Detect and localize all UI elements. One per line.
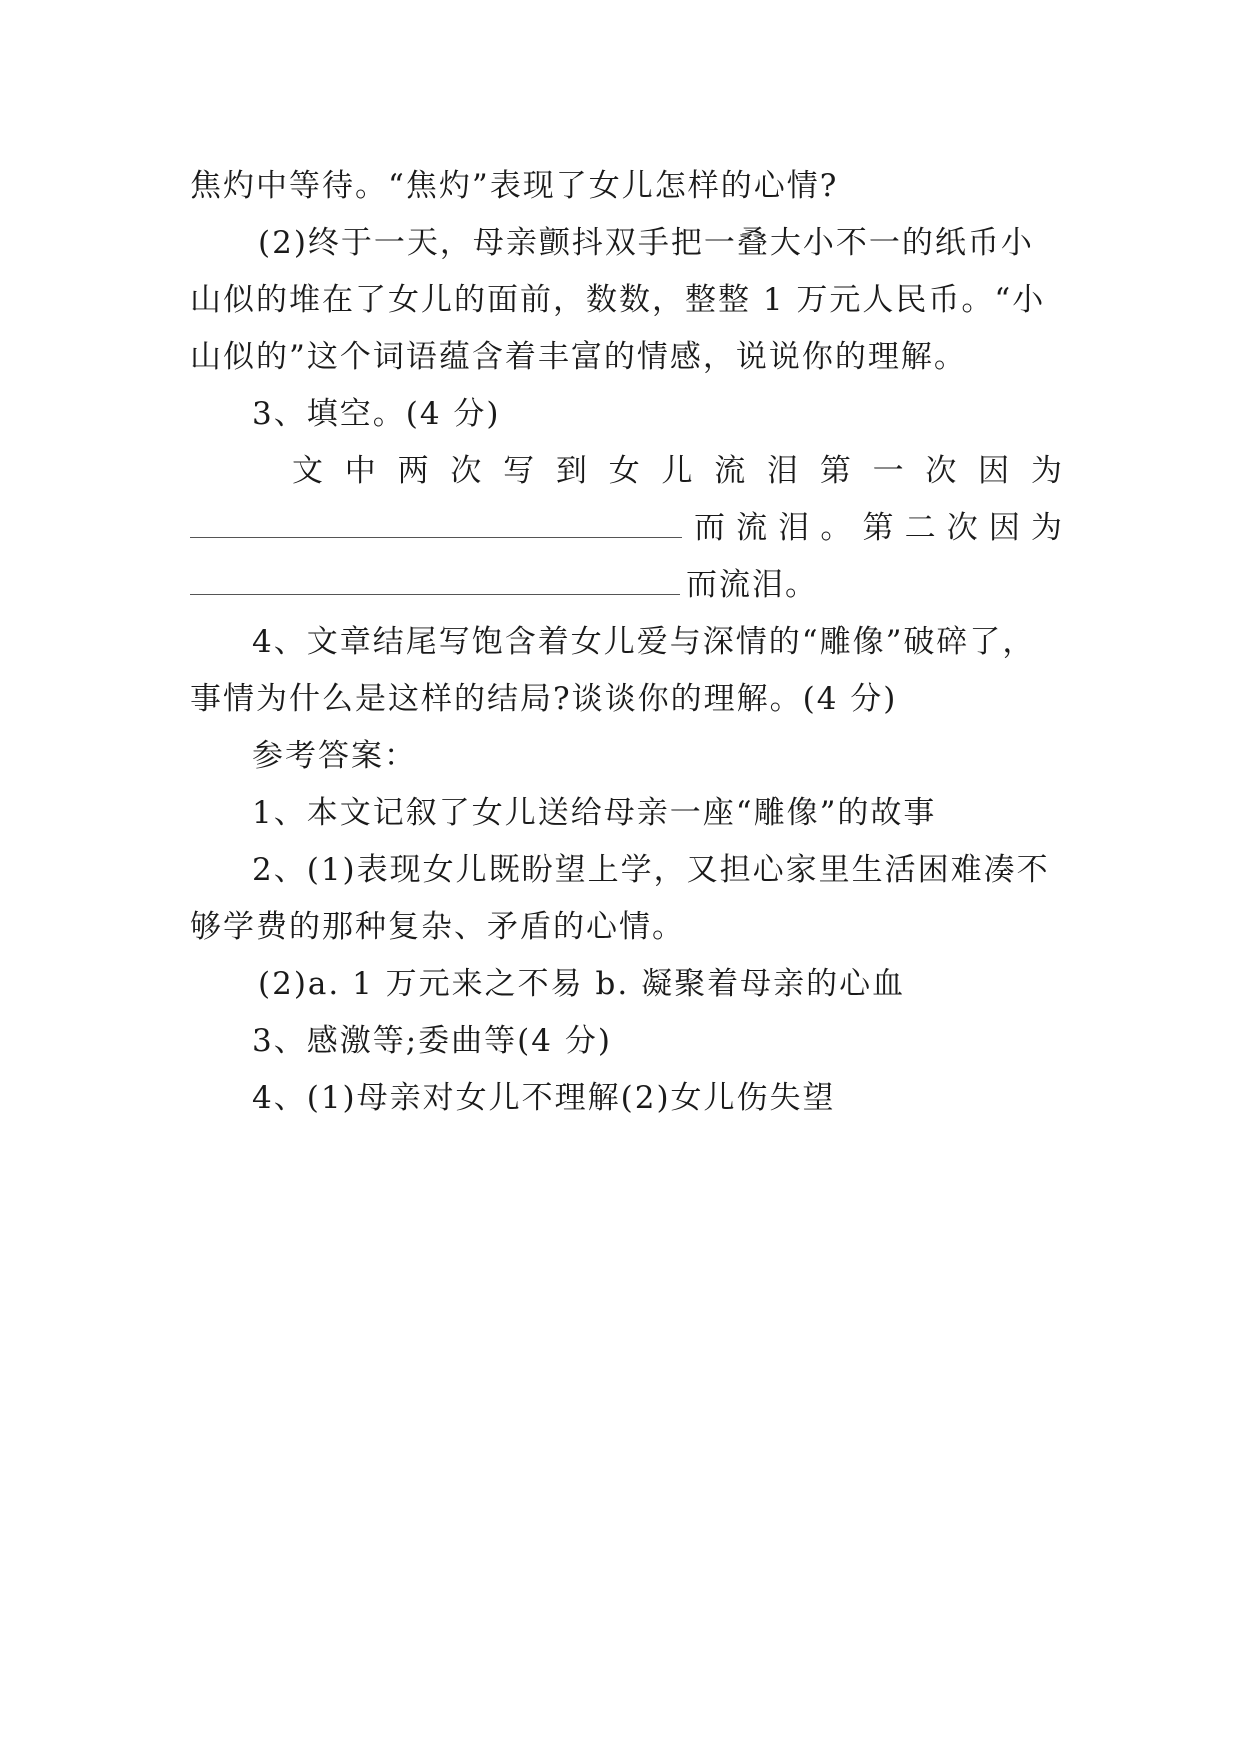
- prompt-char: 为: [1030, 453, 1062, 489]
- prompt-char: 两: [397, 453, 429, 489]
- prompt-char: 流: [714, 453, 746, 489]
- prompt-char: 写: [503, 453, 535, 489]
- answer-key-heading: 参考答案：: [252, 738, 417, 774]
- text-line-question-4-continued: 事情为什么是这样的结局?谈谈你的理解。(4 分): [190, 681, 898, 717]
- trailing-char: 因: [988, 510, 1020, 546]
- prompt-char: 次: [925, 453, 957, 489]
- answer-2-2: (2)a. 1 万元来之不易 b. 凝聚着母亲的心血: [258, 966, 906, 1002]
- prompt-char: 次: [450, 453, 482, 489]
- blank-1-trailing-text: [694, 506, 1062, 550]
- prompt-char: 泪: [767, 453, 799, 489]
- prompt-char: 一: [872, 453, 904, 489]
- fill-in-blank-1[interactable]: [190, 507, 682, 538]
- prompt-char: 女: [608, 453, 640, 489]
- trailing-char: 。: [820, 510, 852, 546]
- trailing-char: 泪: [778, 510, 810, 546]
- text-line-question-2-1-continued: 焦灼中等待。“焦灼”表现了女儿怎样的心情?: [190, 168, 839, 204]
- prompt-char: 到: [555, 453, 587, 489]
- prompt-char: 文: [292, 453, 323, 489]
- prompt-char: 中: [344, 453, 376, 489]
- answer-3: 3、感激等;委曲等(4 分): [252, 1023, 612, 1059]
- answer-4: 4、(1)母亲对女儿不理解(2)女儿伤失望: [252, 1080, 836, 1116]
- trailing-char: 次: [946, 510, 978, 546]
- trailing-char: 二: [904, 510, 936, 546]
- trailing-char: 而: [694, 510, 725, 546]
- blank-2-trailing-text: 而流泪。: [686, 567, 818, 603]
- text-line-question-2-2-continued: 山似的堆在了女儿的面前，数数，整整 1 万元人民币。“小: [190, 282, 1046, 318]
- answer-1: 1、本文记叙了女儿送给母亲一座“雕像”的故事: [252, 795, 937, 831]
- prompt-char: 第: [819, 453, 851, 489]
- fill-in-blank-2[interactable]: [190, 564, 680, 595]
- answer-2-1: 2、(1)表现女儿既盼望上学，又担心家里生活困难凑不: [252, 852, 1050, 888]
- text-line-question-3-heading: 3、填空。(4 分): [252, 396, 501, 432]
- answer-2-1-continued: 够学费的那种复杂、矛盾的心情。: [190, 909, 685, 945]
- text-line-question-3-blank-2: [190, 563, 1070, 607]
- trailing-char: 第: [862, 510, 894, 546]
- prompt-char: 因: [978, 453, 1010, 489]
- text-line-question-2-2: (2)终于一天，母亲颤抖双手把一叠大小不一的纸币小: [258, 225, 1034, 261]
- trailing-char: 流: [736, 510, 768, 546]
- prompt-char: 儿: [661, 453, 693, 489]
- text-line-question-3-prompt: [292, 449, 1062, 493]
- text-line-question-4: 4、文章结尾写饱含着女儿爱与深情的“雕像”破碎了，: [252, 624, 1036, 660]
- text-line-question-3-blank-1: [190, 506, 1062, 550]
- trailing-char: 为: [1031, 510, 1062, 546]
- text-line-question-2-2-end: 山似的”这个词语蕴含着丰富的情感，说说你的理解。: [190, 339, 967, 375]
